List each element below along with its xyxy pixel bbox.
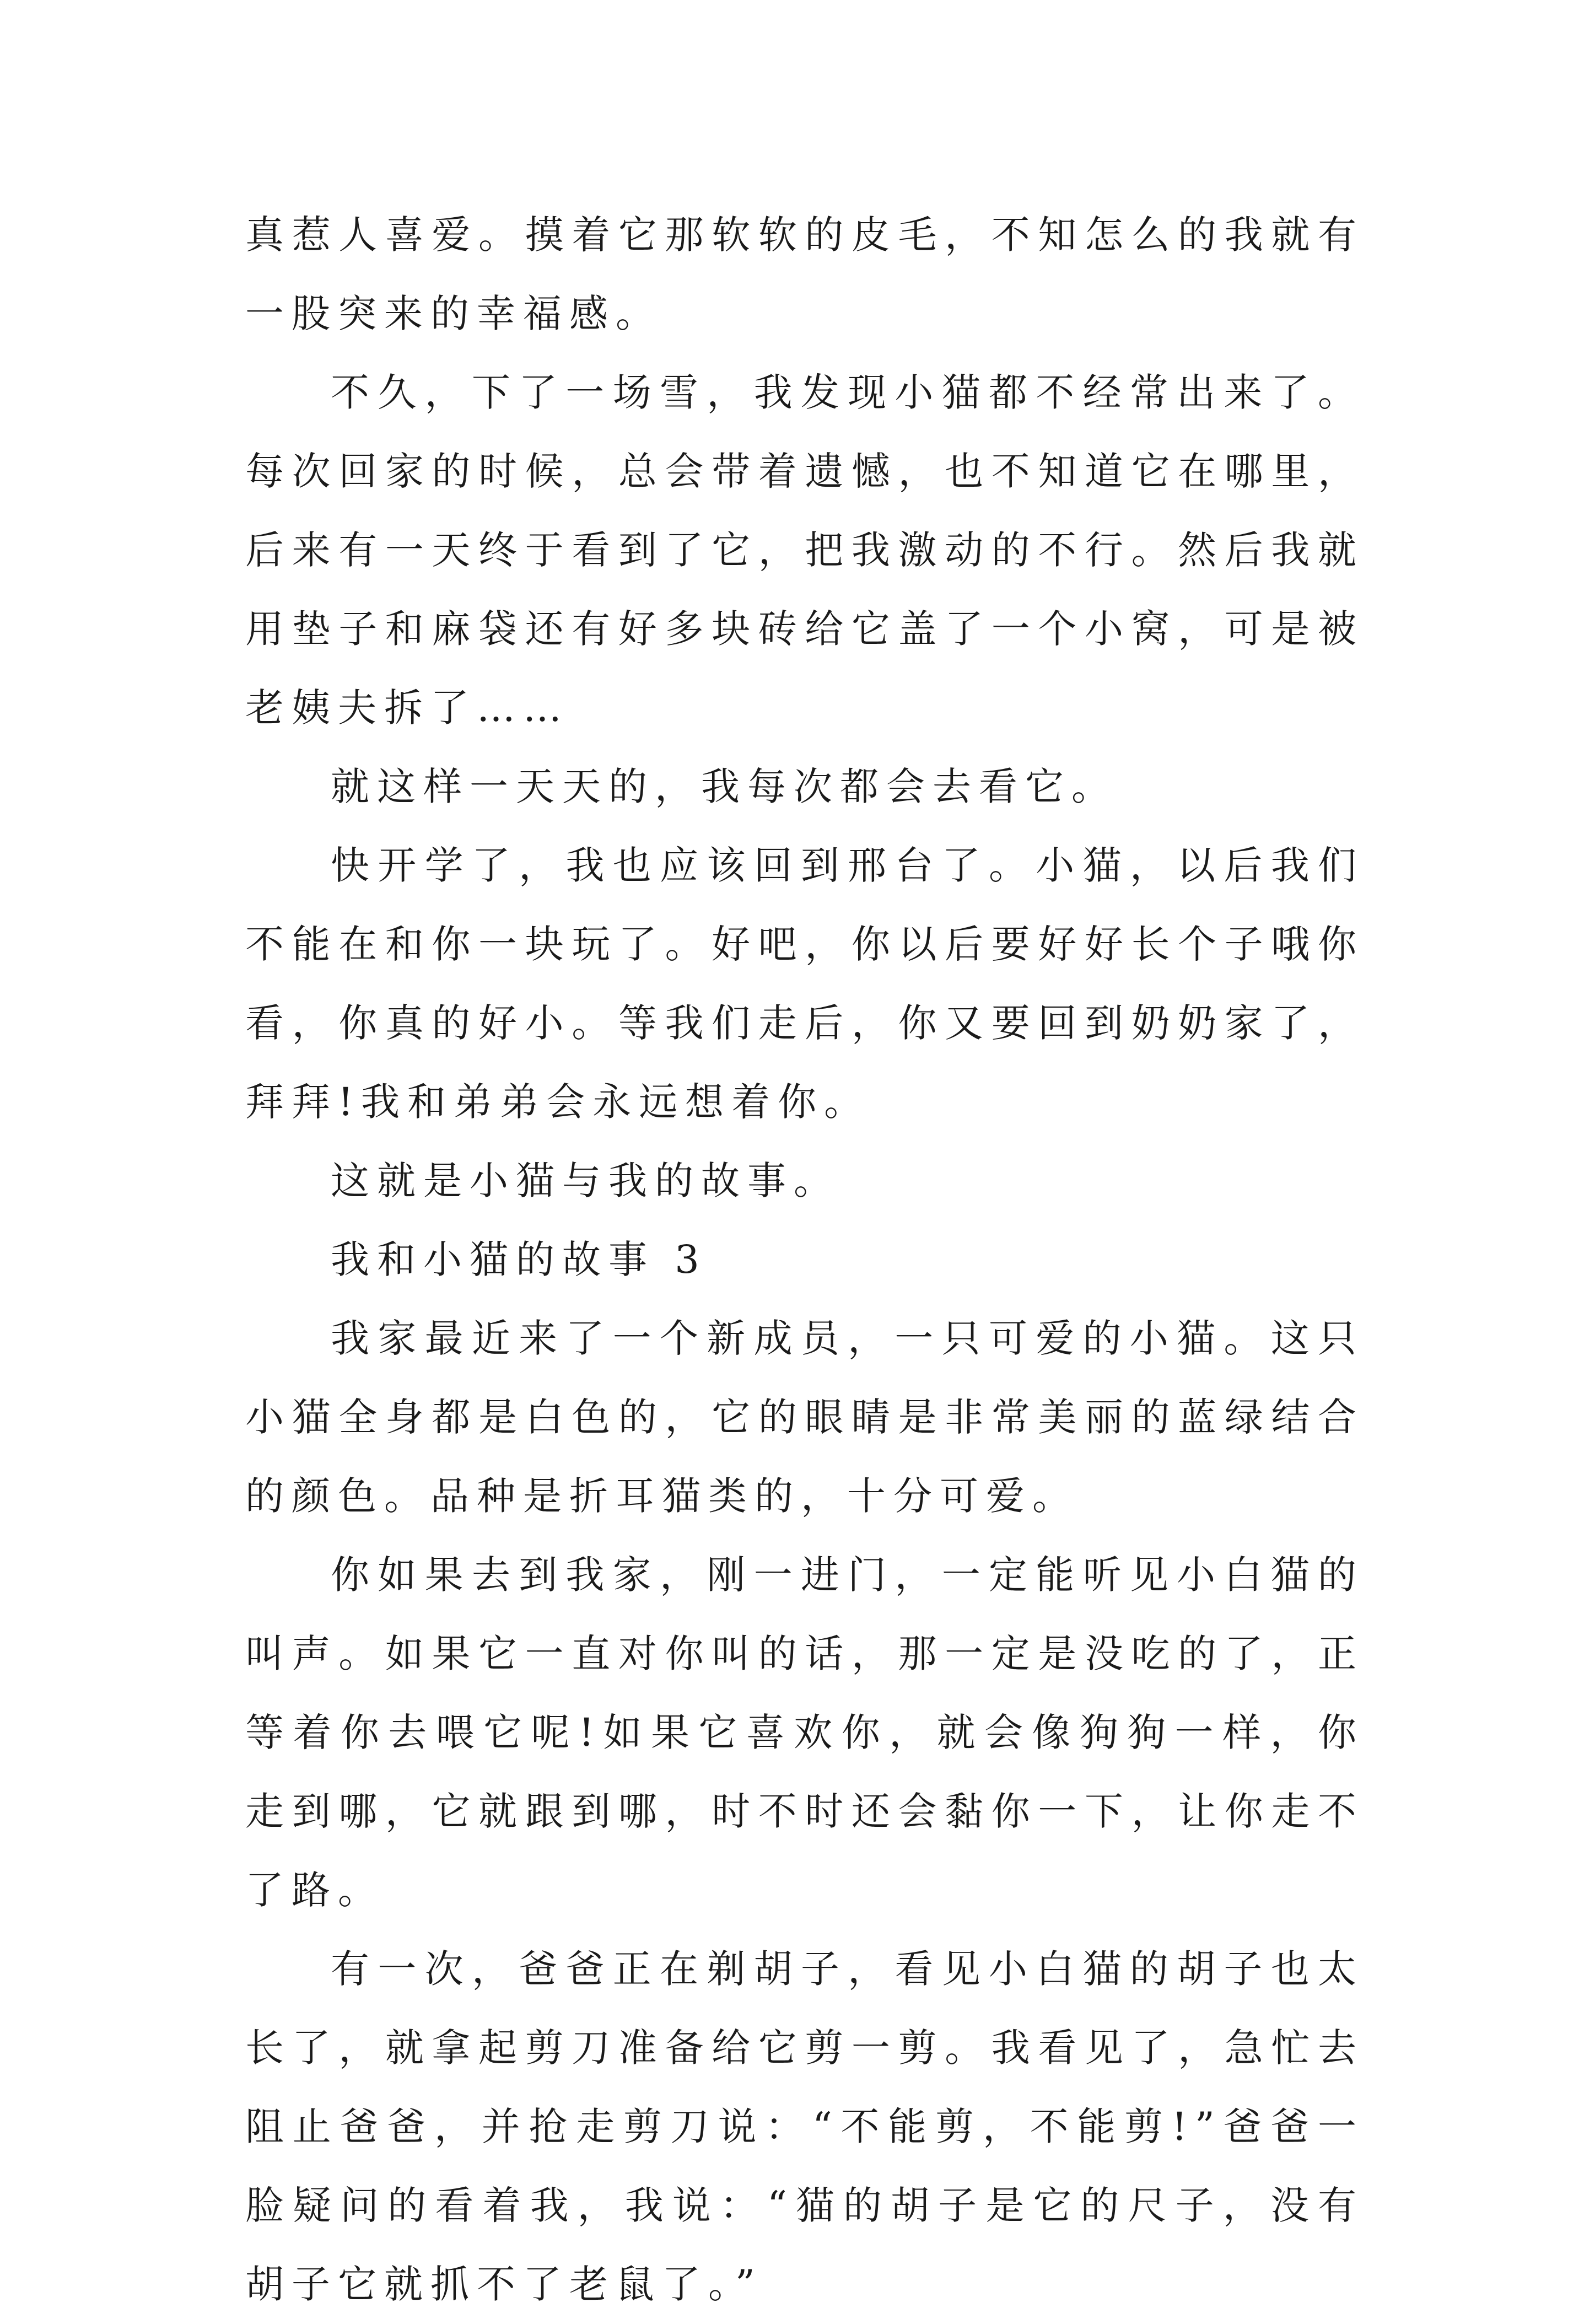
paragraph-5: 这就是小猫与我的故事。 bbox=[331, 1158, 840, 1203]
paragraph-2: 不久，下了一场雪，我发现小猫都不经常出来了。每次回家的时候，总会带着遗憾，也不知道它在哪里，后来有一天终于看到了它，把我激动的不行。然后我就用垫子和麻袋还有好多块砖给它盖了一个小窝，可是被老姨夫拆了…… bbox=[245, 370, 1364, 730]
paragraph-1: 真惹人喜爱。摸着它那软软的皮毛，不知怎么的我就有一股突来的幸福感。 bbox=[245, 212, 1364, 336]
paragraph-8: 有一次，爸爸正在剃胡子，看见小白猫的胡子也太长了，就拿起剪刀准备给它剪一剪。我看见了，急忙去阻止爸爸，并抢走剪刀说：“不能剪，不能剪!”爸爸一脸疑问的看着我，我说：“猫的胡子是它的尺子，没有胡子它就抓不了老鼠了。” bbox=[245, 1946, 1364, 2307]
paragraph-3: 就这样一天天的，我每次都会去看它。 bbox=[331, 764, 1118, 809]
body-text bbox=[245, 196, 1364, 2324]
paragraph-7: 你如果去到我家，刚一进门，一定能听见小白猫的叫声。如果它一直对你叫的话，那一定是没吃的了，正等着你去喂它呢!如果它喜欢你，就会像狗狗一样，你走到哪，它就跟到哪，时不时还会黏你一下，让你走不了路。 bbox=[245, 1552, 1364, 1913]
section-heading: 我和小猫的故事 3 bbox=[331, 1237, 707, 1282]
paragraph-6: 我家最近来了一个新成员，一只可爱的小猫。这只小猫全身都是白色的，它的眼睛是非常美丽的蓝绿结合的颜色。品种是折耳猫类的，十分可爱。 bbox=[245, 1316, 1364, 1519]
paragraph-4: 快开学了，我也应该回到邢台了。小猫，以后我们不能在和你一块玩了。好吧，你以后要好好长个子哦你看，你真的好小。等我们走后，你又要回到奶奶家了，拜拜!我和弟弟会永远想着你。 bbox=[245, 843, 1364, 1125]
